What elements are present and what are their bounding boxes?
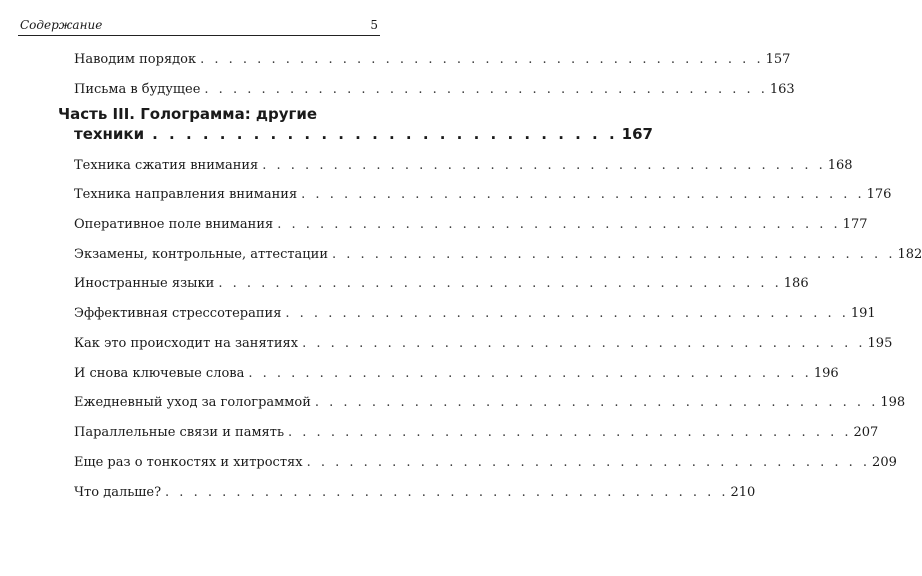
running-head-title: Содержание: [20, 18, 103, 32]
toc-entry-page: 176: [866, 187, 892, 202]
toc-entry: [74, 213, 868, 237]
toc-entry-page: 195: [867, 336, 893, 351]
toc-entry-label: Наводим порядок: [74, 52, 197, 67]
header-rule: [18, 35, 380, 36]
toc-entry: [74, 362, 839, 386]
toc-entry: [74, 391, 906, 415]
toc-entry: [74, 272, 809, 296]
leader-dots: . . . . . . . . . . . . . . . . . . . . . . . . . . . . . . . . . . . . . . . .: [288, 425, 852, 440]
toc-entry: [74, 154, 853, 178]
running-head-page-number: 5: [370, 18, 378, 32]
toc-entry-page: 177: [842, 217, 868, 232]
part-page-number: 167: [621, 125, 653, 143]
leader-dots: . . . . . . . . . . . . . . . . . . . . . . . . . . . . . . . . . . . . . . . .: [332, 247, 896, 262]
leader-dots: . . . . . . . . . . . . . . . . . . . . . . . . . . . . . . . . . . . . . . . .: [306, 455, 871, 470]
toc-entry: [74, 302, 876, 326]
leader-dots: . . . . . . . . . . . . . . . . . . . . . . . . . . . .: [152, 125, 618, 143]
part-title-line2-row: [74, 124, 653, 144]
leader-dots: . . . . . . . . . . . . . . . . . . . . . . . . . . . . . . . . . . . . . . . .: [277, 217, 841, 232]
toc-entry-page: 191: [850, 306, 876, 321]
toc-entry-page: 196: [813, 366, 839, 381]
toc-entry: [74, 243, 922, 267]
toc-entry-page: 209: [872, 455, 897, 470]
leader-dots: . . . . . . . . . . . . . . . . . . . . . . . . . . . . . . . . . . . . . . . .: [301, 187, 865, 202]
toc-entry-label: Ежедневный уход за голограммой: [74, 395, 311, 410]
leader-dots: . . . . . . . . . . . . . . . . . . . . . . . . . . . . . . . . . . . . . . . .: [302, 336, 866, 351]
leader-dots: . . . . . . . . . . . . . . . . . . . . . . . . . . . . . . . . . . . . . . . .: [218, 276, 782, 291]
leader-dots: . . . . . . . . . . . . . . . . . . . . . . . . . . . . . . . . . . . . . . . .: [314, 395, 879, 410]
toc-entry-page: 210: [730, 485, 756, 500]
toc-entry: [74, 332, 893, 356]
toc-entry: [74, 78, 795, 102]
toc-entry-label: Техника направления внимания: [74, 187, 298, 202]
toc-entry-label: И снова ключевые слова: [74, 366, 245, 381]
leader-dots: . . . . . . . . . . . . . . . . . . . . . . . . . . . . . . . . . . . . . . . .: [165, 485, 729, 500]
toc-entry-page: 163: [769, 82, 795, 97]
toc-entry-label: Иностранные языки: [74, 276, 215, 291]
toc-entry-page: 207: [853, 425, 879, 440]
toc-entry: [74, 421, 879, 445]
toc-entry-label: Как это происходит на занятиях: [74, 336, 299, 351]
toc-entry-page: 198: [880, 395, 906, 410]
part-heading: [58, 104, 653, 144]
leader-dots: . . . . . . . . . . . . . . . . . . . . . . . . . . . . . . . . . . . . . . . .: [262, 158, 826, 173]
part-title-line1: Часть III. Голограмма: другие: [58, 105, 318, 123]
toc-entry-label: Экзамены, контрольные, аттестации: [74, 247, 328, 262]
toc-entry: [74, 48, 791, 72]
leader-dots: . . . . . . . . . . . . . . . . . . . . . . . . . . . . . . . . . . . . . . . .: [248, 366, 812, 381]
part-title-line2: техники: [74, 125, 145, 143]
toc-entry-page: 168: [827, 158, 853, 173]
leader-dots: . . . . . . . . . . . . . . . . . . . . . . . . . . . . . . . . . . . . . . . .: [200, 52, 764, 67]
toc-entry-label: Эффективная стрессотерапия: [74, 306, 282, 321]
toc-entry-label: Оперативное поле внимания: [74, 217, 274, 232]
toc-entry-page: 186: [783, 276, 809, 291]
toc-entry-label: Что дальше?: [74, 485, 162, 500]
toc-entry-page: 182: [897, 247, 922, 262]
running-head: [20, 16, 378, 34]
leader-dots: . . . . . . . . . . . . . . . . . . . . . . . . . . . . . . . . . . . . . . . .: [204, 82, 768, 97]
toc-entry-label: Параллельные связи и память: [74, 425, 285, 440]
toc-entry-label: Техника сжатия внимания: [74, 158, 259, 173]
toc-entry-label: Еще раз о тонкостях и хитростях: [74, 455, 303, 470]
toc-entry-label: Письма в будущее: [74, 82, 201, 97]
toc-entry: [74, 183, 892, 207]
toc-entry-page: 157: [765, 52, 791, 67]
toc-entry: [74, 481, 756, 505]
leader-dots: . . . . . . . . . . . . . . . . . . . . . . . . . . . . . . . . . . . . . . . .: [285, 306, 849, 321]
toc-entry: [74, 451, 897, 475]
